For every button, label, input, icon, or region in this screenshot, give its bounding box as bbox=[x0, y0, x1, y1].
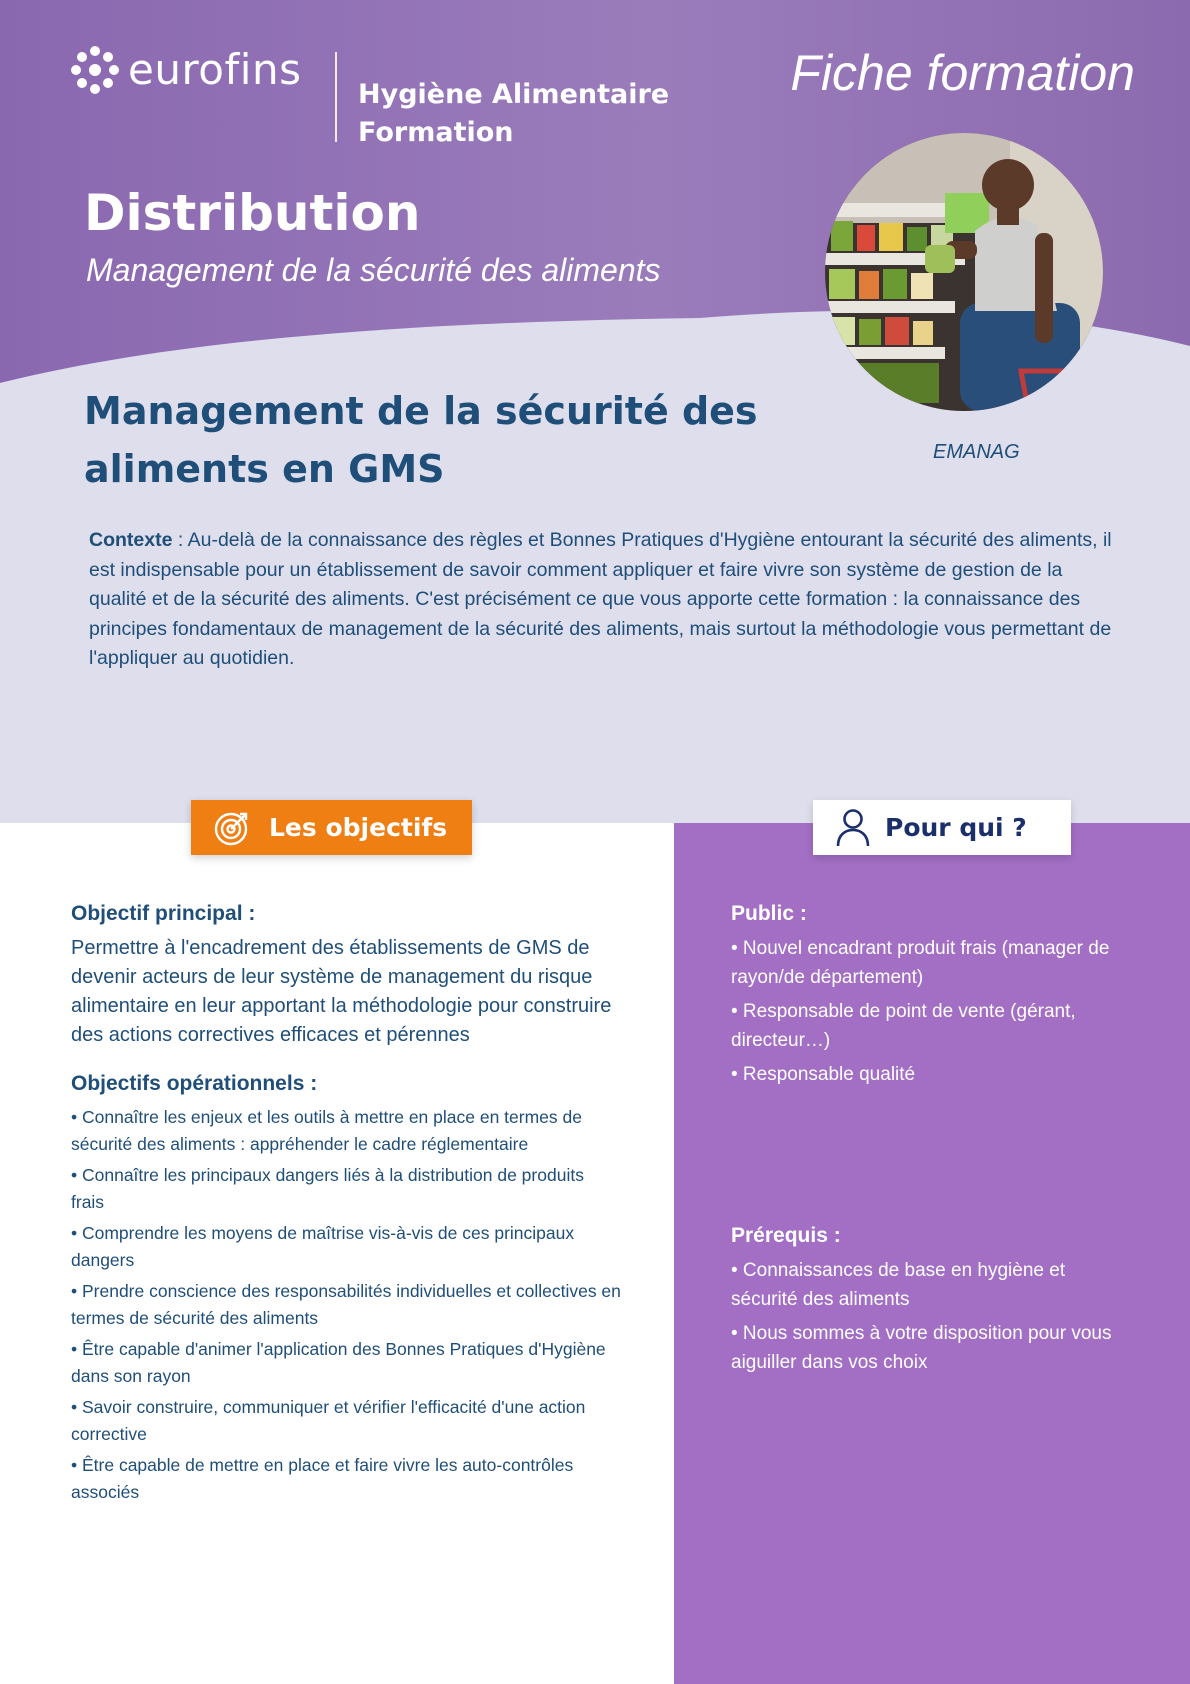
division-line-1: Hygiène Alimentaire bbox=[358, 79, 670, 110]
operational-objectives-list bbox=[71, 1104, 621, 1505]
operational-objectives-heading: Objectifs opérationnels : bbox=[71, 1072, 318, 1095]
context-text: : Au-delà de la connaissance des règles et Bonnes Pratiques d'Hygiène entourant la sécurité des aliments, il est indispensable pour un établissement de savoir comment appliquer et faire vivre son système de gestion de la qualité et de la sécurité des aliments. C'est précisément ce que vous apporte cette formation : la connaissance des principes fondamentaux de management de la sécurité des aliments, mais surtout la méthodologie vous permettant de l'appliquer au quotidien. bbox=[89, 529, 1112, 669]
list-item: • Nous sommes à votre disposition pour vous aiguiller dans vos choix bbox=[731, 1323, 1112, 1373]
list-item: • Prendre conscience des responsabilités individuelles et collectives en termes de sécurité des aliments bbox=[71, 1281, 621, 1328]
category-title: Distribution bbox=[84, 184, 421, 242]
list-item: • Savoir construire, communiquer et vérifier l'efficacité d'une action corrective bbox=[71, 1397, 586, 1444]
main-objective-heading: Objectif principal : bbox=[71, 902, 256, 925]
division-name bbox=[358, 76, 669, 152]
audience-section bbox=[731, 902, 1131, 1096]
shopper-photo bbox=[825, 133, 1103, 411]
context-paragraph bbox=[89, 526, 1119, 674]
list-item: • Comprendre les moyens de maîtrise vis-à-vis de ces principaux dangers bbox=[71, 1223, 575, 1270]
list-item: • Être capable de mettre en place et faire vivre les auto-contrôles associés bbox=[71, 1455, 574, 1502]
objectives-badge bbox=[191, 800, 472, 855]
division-line-2: Formation bbox=[358, 117, 514, 148]
list-item: • Connaissances de base en hygiène et sécurité des aliments bbox=[731, 1260, 1066, 1310]
logo-divider bbox=[335, 52, 337, 142]
list-item: • Nouvel encadrant produit frais (manager de rayon/de département) bbox=[731, 938, 1110, 988]
list-item: • Être capable d'animer l'application des Bonnes Pratiques d'Hygiène dans son rayon bbox=[71, 1339, 606, 1386]
eurofins-logo bbox=[70, 40, 301, 100]
category-subtitle: Management de la sécurité des aliments bbox=[86, 252, 661, 288]
course-title: Management de la sécurité des aliments en GMS bbox=[84, 389, 758, 491]
audience-badge-label: Pour qui ? bbox=[885, 813, 1027, 842]
prerequisites-list bbox=[731, 1257, 1131, 1377]
public-heading: Public : bbox=[731, 902, 807, 925]
prerequisites-section bbox=[731, 1224, 1131, 1383]
document-type: Fiche formation bbox=[790, 45, 1135, 101]
prerequisites-heading: Prérequis : bbox=[731, 1224, 841, 1247]
context-label: Contexte bbox=[89, 529, 173, 551]
course-code: EMANAG bbox=[933, 441, 1020, 463]
person-icon bbox=[835, 808, 871, 848]
target-icon bbox=[213, 809, 251, 847]
objectives-badge-label: Les objectifs bbox=[269, 813, 448, 842]
logo-wordmark: eurofins bbox=[128, 45, 302, 94]
list-item: • Responsable de point de vente (gérant, directeur…) bbox=[731, 1001, 1076, 1051]
objectives-section bbox=[71, 902, 621, 1510]
list-item: • Connaître les principaux dangers liés à la distribution de produits frais bbox=[71, 1165, 584, 1212]
main-objective-text: Permettre à l'encadrement des établissements de GMS de devenir acteurs de leur système de management du risque alimentaire en leur apportant la méthodologie pour construire des actions correctives efficaces et pérennes bbox=[71, 937, 612, 1046]
list-item: • Responsable qualité bbox=[731, 1064, 916, 1085]
public-list bbox=[731, 935, 1131, 1090]
list-item: • Connaître les enjeux et les outils à mettre en place en termes de sécurité des aliments : appréhender le cadre réglementaire bbox=[71, 1107, 582, 1154]
eurofins-mark-icon bbox=[70, 45, 120, 95]
audience-badge bbox=[813, 800, 1071, 855]
